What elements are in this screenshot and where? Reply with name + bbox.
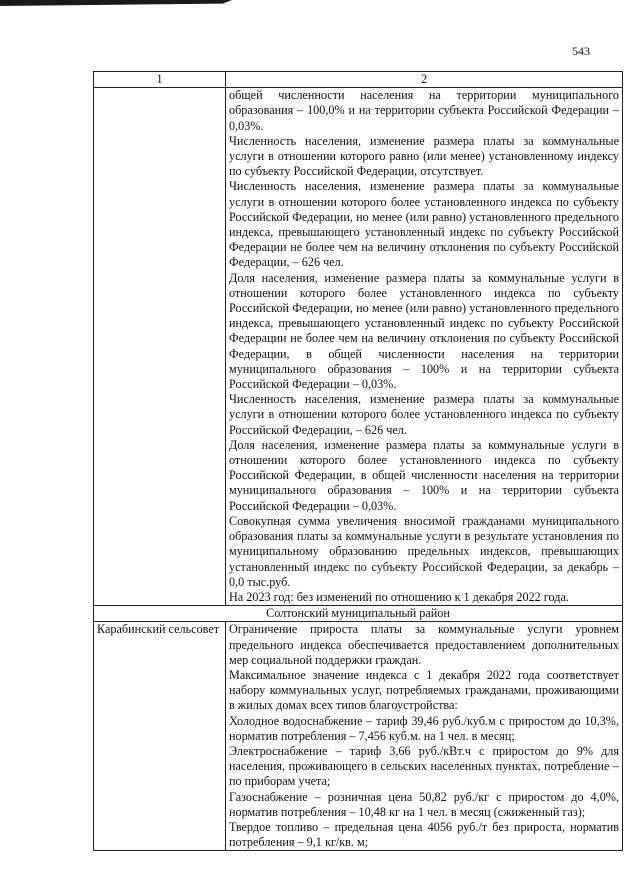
paragraph: На 2023 год: без изменений по отношению к 1 декабря 2022 года. (229, 589, 569, 604)
paragraph: Совокупная сумма увеличения вносимой гражданами муниципального образования платы за коммунальные услуги в результате установления по муниципальному образованию предельных индексов, превышающих установленный индекс по субъекту Российской Федерации, за декабрь – 0,0 тыс.руб. (229, 513, 619, 589)
paragraph: Холодное водоснабжение – тариф 39,46 руб./куб.м с приростом до 10,3%, норматив потребления – 7,456 куб.м. на 1 чел. в месяц; (229, 713, 619, 743)
paragraph: Численность населения, изменение размера платы за коммунальные услуги в отношении которого более установленного индекса по субъекту Российской Федерации, – 626 чел. (229, 392, 619, 437)
column-header-2: 2 (226, 72, 623, 88)
table-row-continuation (94, 88, 623, 606)
row-text-cell (226, 88, 623, 606)
paragraph: Твердое топливо – предельная цена 4056 руб./т без прироста, норматив потребления – 9,1 кг/кв. м; (229, 819, 619, 850)
section-title: Солтонский муниципальный район (94, 606, 623, 622)
table-header-row (94, 72, 623, 88)
paragraph: Доля населения, изменение размера платы за коммунальные услуги в отношении которого более установленного индекса по субъекту Российской Федерации, в общей численности населения на территории муниципального образования – 100% и на территории субъекта Российской Федерации – 0,03%. (229, 437, 619, 513)
row-label-cell (94, 88, 226, 606)
page-number: 543 (572, 44, 590, 58)
table-row-entry (94, 622, 623, 851)
paragraph: Ограничение прироста платы за коммунальные услуги уровнем предельного индекса обеспечивается предоставлением дополнительных мер социальной поддержки граждан. (229, 622, 619, 667)
column-header-1: 1 (94, 72, 226, 88)
row-text-cell (226, 622, 623, 851)
paragraph: Доля населения, изменение размера платы за коммунальные услуги в отношении которого более установленного индекса по субъекту Российской Федерации, но менее (или равно) установленного предельного индекса, превышающего установленный индекс по субъекту Российской Федерации не более чем на величину отклонения по субъекту Российской Федерации, в общей численности населения на территории муниципального образования – 100% и на территории субъекта Российской Федерации – 0,03%. (229, 270, 619, 392)
scan-edge-mark (0, 0, 232, 6)
paragraph: Максимальное значение индекса с 1 декабря 2022 года соответствует набору коммунальных услуг, потребляемых гражданами, проживающими в жилых домах всех типов благоустройства: (229, 667, 619, 713)
document-table (93, 71, 623, 851)
section-row (94, 606, 623, 622)
paragraph: Электроснабжение – тариф 3,66 руб./кВт.ч с приростом до 9% для населения, проживающего в сельских населенных пунктах, потребление – по приборам учета; (229, 743, 619, 789)
municipality-name: Карабинский сельсовет (94, 622, 226, 851)
paragraph: Газоснабжение – розничная цена 50,82 руб./кг с приростом до 4,0%, норматив потребления – 10,48 кг на 1 чел. в месяц (сжиженный газ); (229, 789, 619, 819)
paragraph: Численность населения, изменение размера платы за коммунальные услуги в отношении которого более установленного индекса по субъекту Российской Федерации, но менее (или равно) установленного предельного индекса, превышающего установленный индекс по субъекту Российской Федерации не более чем на величину отклонения по субъекту Российской Федерации, – 626 чел. (229, 179, 619, 270)
paragraph: Численность населения, изменение размера платы за коммунальные услуги в отношении которого равно (или менее) установленному индексу по субъекту Российской Федерации, отсутствует. (229, 133, 619, 179)
paragraph: общей численности населения на территории муниципального образования – 100,0% и на территории субъекта Российской Федерации – 0,03%. (229, 88, 619, 133)
